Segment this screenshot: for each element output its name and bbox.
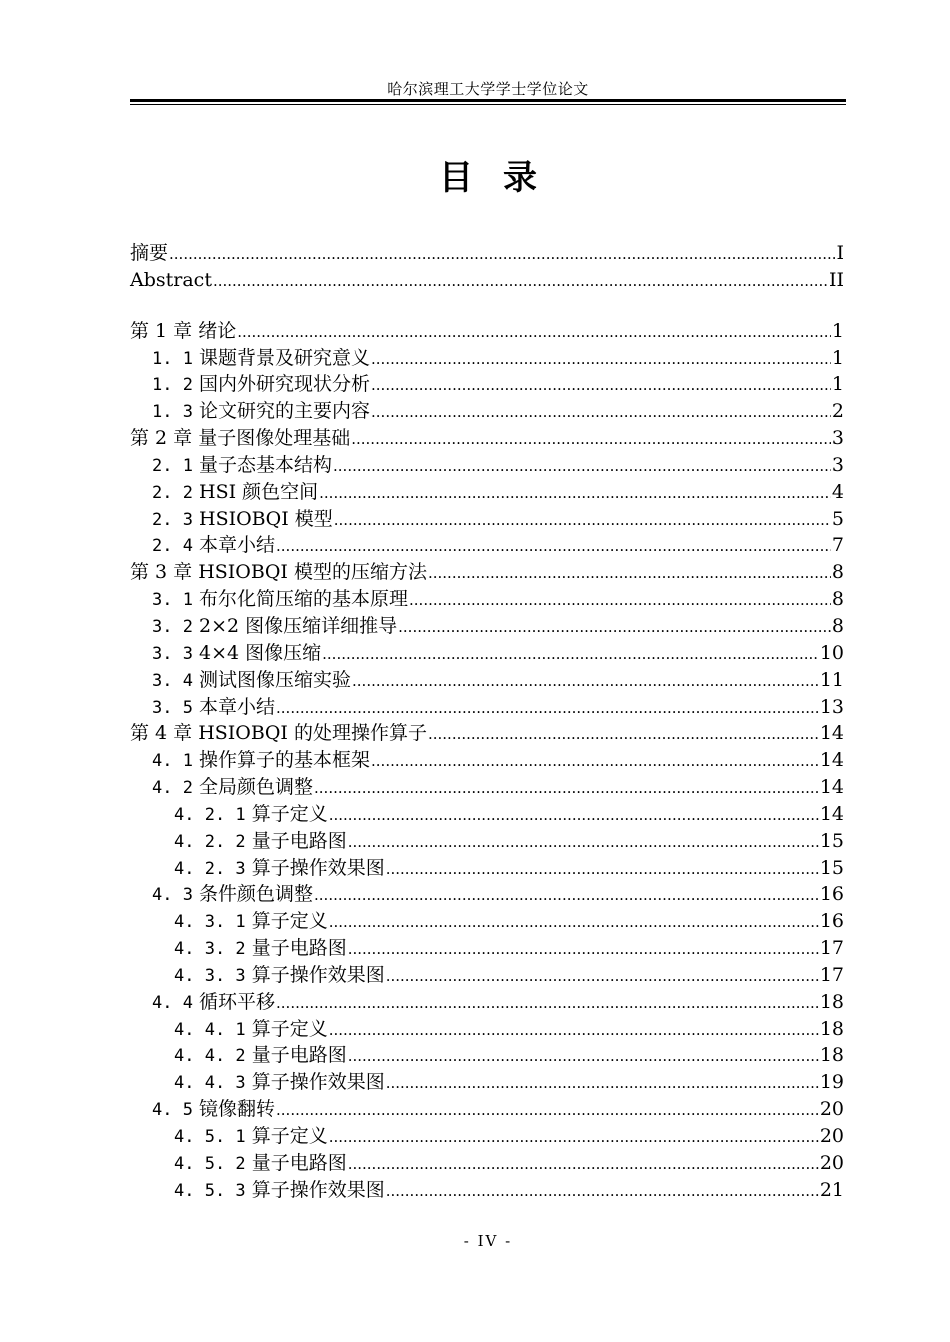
toc-entry-label	[174, 1123, 328, 1151]
toc-entry-page: II	[828, 268, 844, 291]
toc-entry-text: HSIOBQI 模型	[199, 507, 333, 530]
dot-leader	[428, 559, 831, 587]
toc-entry-label	[152, 881, 313, 909]
toc-entry-number: 4. 3. 2	[174, 939, 246, 960]
toc-entry-number: 4. 4. 1	[174, 1019, 246, 1040]
toc-entry[interactable]	[130, 452, 844, 479]
toc-entry-label	[152, 479, 318, 507]
toc-entry[interactable]	[130, 267, 844, 294]
toc-entry-text: 算子定义	[251, 910, 328, 933]
toc-entry-number: 1. 1	[152, 348, 193, 369]
toc-entry-page: 16	[819, 910, 844, 933]
toc-entry-label	[174, 1042, 347, 1070]
toc-entry-page: 18	[819, 990, 844, 1013]
dot-leader	[237, 318, 831, 346]
toc-entry-page: 8	[831, 561, 844, 584]
toc-entry-label	[152, 452, 332, 480]
toc-entry-label	[152, 345, 370, 373]
toc-entry[interactable]	[130, 640, 844, 667]
toc-entry-label	[174, 935, 347, 963]
toc-entry[interactable]	[130, 345, 844, 372]
toc-entry[interactable]	[130, 318, 844, 345]
toc-entry-number: 4. 2. 2	[174, 831, 246, 852]
toc-entry-label	[152, 586, 408, 614]
toc-entry-text: 量子电路图	[251, 937, 347, 960]
toc-entry-number: 2. 1	[152, 455, 193, 476]
toc-entry-text: 4×4 图像压缩	[199, 641, 322, 664]
toc-entry[interactable]	[130, 935, 844, 962]
running-header: 哈尔滨理工大学学士学位论文	[387, 80, 589, 98]
toc-entry-number: 2. 3	[152, 509, 193, 530]
toc-entry-page: 17	[819, 937, 844, 960]
toc-entry[interactable]	[130, 855, 844, 882]
toc-entry-number: 4. 2. 1	[174, 804, 246, 825]
toc-entry-label	[130, 318, 236, 345]
dot-leader	[213, 267, 828, 295]
dot-leader	[169, 240, 835, 268]
dot-leader	[314, 881, 819, 909]
toc-entry-label	[174, 962, 385, 990]
toc-entry-number: 1. 2	[152, 375, 193, 396]
toc-entry-text: 本章小结	[199, 695, 276, 718]
toc-entry-page: 3	[831, 453, 844, 476]
dot-leader	[352, 667, 819, 695]
toc-entry-number: 4. 5	[152, 1100, 193, 1121]
toc-entry-text: 算子定义	[251, 1125, 328, 1147]
dot-leader	[334, 506, 831, 534]
toc-entry-text: 算子定义	[251, 1017, 328, 1040]
toc-entry-number: 2. 4	[152, 536, 193, 557]
toc-entry-label	[152, 613, 397, 641]
toc-entry[interactable]	[130, 720, 844, 747]
toc-entry-text: 镜像翻转	[199, 1098, 276, 1121]
toc-entry[interactable]	[130, 801, 844, 828]
toc-entry-label	[130, 267, 212, 294]
toc-entry-page: 5	[831, 507, 844, 530]
toc-entry-text: HSIOBQI 的处理操作算子	[198, 722, 427, 745]
dot-leader	[276, 1096, 819, 1124]
dot-leader	[371, 398, 831, 426]
dot-leader	[398, 613, 831, 641]
toc-entry-text: 2×2 图像压缩详细推导	[199, 614, 398, 637]
dot-leader	[351, 425, 831, 453]
toc-entry-label	[174, 1016, 328, 1044]
toc-entry-label	[130, 425, 350, 452]
toc-entry-text: 论文研究的主要内容	[199, 400, 371, 423]
toc-entry-label	[152, 371, 370, 399]
dot-leader	[276, 989, 819, 1017]
toc-entry-number: 4. 2. 3	[174, 858, 246, 879]
toc-entry-page: 21	[819, 1178, 844, 1201]
toc-entry-number: 4. 2	[152, 778, 193, 799]
toc-entry-page: 13	[819, 695, 844, 718]
toc-entry-label	[130, 720, 427, 747]
toc-entry-page: 20	[819, 1151, 844, 1174]
toc-entry-text: 算子操作效果图	[251, 963, 385, 986]
toc-entry[interactable]	[130, 1150, 844, 1177]
dot-leader	[329, 801, 819, 829]
toc-entry[interactable]	[130, 989, 844, 1016]
dot-leader	[348, 1042, 819, 1070]
toc-entry-page: 1	[831, 373, 844, 396]
toc-entry[interactable]	[130, 586, 844, 613]
toc-entry-number: 1. 3	[152, 402, 193, 423]
toc-entry-label	[152, 640, 321, 668]
toc-entry-label	[174, 855, 385, 883]
dot-leader	[329, 1123, 819, 1151]
toc-entry-text: 量子电路图	[251, 829, 347, 852]
toc-entry[interactable]	[130, 425, 844, 452]
toc-entry-label	[152, 774, 313, 802]
dot-leader	[348, 1150, 819, 1178]
toc-entry-page: 14	[819, 802, 844, 825]
toc-entry-page: 10	[819, 641, 844, 664]
toc-entry-text: HSI 颜色空间	[199, 480, 319, 503]
toc-entry-number: 3. 5	[152, 697, 193, 718]
toc-entry-number: 4. 3	[152, 885, 193, 906]
toc-entry-label	[152, 1096, 275, 1124]
dot-leader	[319, 479, 831, 507]
header-rule-thin	[130, 104, 846, 105]
dot-leader	[276, 694, 819, 722]
toc-entry-text: 循环平移	[199, 990, 276, 1013]
toc-entry[interactable]	[130, 908, 844, 935]
toc-entry[interactable]	[130, 479, 844, 506]
toc-entry[interactable]	[130, 613, 844, 640]
toc-entry-number: 4. 1	[152, 751, 193, 772]
toc-entry-label	[152, 506, 333, 534]
toc-entry-text: 全局颜色调整	[199, 776, 314, 799]
table-of-contents	[130, 240, 844, 1204]
toc-entry[interactable]	[130, 398, 844, 425]
toc-entry-label	[152, 694, 275, 722]
toc-entry-label	[130, 240, 168, 267]
toc-entry-page: 20	[819, 1125, 844, 1147]
toc-entry-text: 算子操作效果图	[251, 856, 385, 879]
toc-entry-text: 量子图像处理基础	[198, 427, 351, 450]
dot-leader	[329, 1016, 819, 1044]
toc-entry-text: 绪论	[198, 319, 237, 342]
toc-entry[interactable]	[130, 559, 844, 586]
toc-entry-number: 4. 3. 3	[174, 965, 246, 986]
toc-entry-text: 量子态基本结构	[199, 453, 333, 476]
toc-entry-number: 4. 4. 3	[174, 1073, 246, 1094]
dot-leader	[348, 828, 819, 856]
toc-entry[interactable]	[130, 1123, 844, 1150]
toc-entry-number: 4. 3. 1	[174, 912, 246, 933]
toc-entry-page: 17	[819, 963, 844, 986]
toc-entry-page: 2	[831, 400, 844, 423]
toc-entry-label	[152, 532, 275, 560]
dot-leader	[386, 1069, 819, 1097]
toc-entry-page: I	[836, 242, 844, 264]
toc-entry[interactable]	[130, 774, 844, 801]
toc-entry-page: 14	[819, 749, 844, 772]
toc-entry[interactable]	[130, 1069, 844, 1096]
toc-entry-number: 4. 5. 2	[174, 1153, 246, 1174]
toc-entry[interactable]	[130, 506, 844, 533]
dot-leader	[386, 1177, 819, 1205]
dot-leader	[409, 586, 831, 614]
toc-entry[interactable]	[130, 667, 844, 694]
toc-entry-label	[152, 398, 370, 426]
toc-entry-text: 算子操作效果图	[251, 1071, 385, 1094]
toc-entry-page: 18	[819, 1044, 844, 1067]
toc-entry-page: 7	[831, 534, 844, 557]
toc-entry[interactable]	[130, 1177, 844, 1204]
toc-entry-label	[152, 747, 370, 775]
toc-entry-page: 1	[831, 319, 844, 342]
toc-entry-text: 测试图像压缩实验	[199, 668, 352, 691]
toc-entry-page: 20	[819, 1098, 844, 1121]
header-rule-thick	[130, 99, 846, 102]
toc-entry-number: 2. 2	[152, 482, 193, 503]
toc-entry-number: 4. 5. 3	[174, 1180, 246, 1201]
toc-entry-page: 18	[819, 1017, 844, 1040]
toc-entry-label	[174, 1177, 385, 1205]
toc-entry-page: 1	[831, 346, 844, 369]
toc-entry-text: 摘要	[130, 242, 169, 264]
toc-entry-number: 4. 4	[152, 992, 193, 1013]
dot-leader	[428, 720, 819, 748]
dot-leader	[314, 774, 819, 802]
toc-entry-page: 11	[819, 668, 844, 691]
toc-entry-number: 第 1 章	[130, 319, 193, 342]
toc-title: 目录	[439, 158, 567, 198]
toc-entry-number: 3. 3	[152, 643, 193, 664]
toc-entry-page: 14	[819, 722, 844, 745]
dot-leader	[348, 935, 819, 963]
toc-entry-text: 量子电路图	[251, 1151, 347, 1174]
dot-leader	[371, 371, 831, 399]
toc-entry-text: 量子电路图	[251, 1044, 347, 1067]
toc-entry-number: 4. 5. 1	[174, 1127, 246, 1147]
toc-entry-text: 国内外研究现状分析	[199, 373, 371, 396]
toc-entry[interactable]	[130, 828, 844, 855]
dot-leader	[329, 908, 819, 936]
toc-entry-number: 3. 1	[152, 590, 193, 611]
toc-entry-label	[174, 1150, 347, 1178]
toc-entry-label	[174, 801, 328, 829]
toc-entry-text: 算子定义	[251, 802, 328, 825]
page-number-footer: - IV -	[463, 1232, 513, 1250]
toc-entry[interactable]	[130, 240, 844, 267]
dot-leader	[322, 640, 819, 668]
dot-leader	[386, 855, 819, 883]
toc-entry-number: 3. 2	[152, 616, 193, 637]
toc-entry[interactable]	[130, 694, 844, 721]
toc-entry-label	[130, 559, 427, 586]
toc-entry-label	[174, 1069, 385, 1097]
toc-entry-text: 课题背景及研究意义	[199, 346, 371, 369]
toc-entry[interactable]	[130, 962, 844, 989]
dot-leader	[386, 962, 819, 990]
toc-entry-text: 条件颜色调整	[199, 883, 314, 906]
dot-leader	[276, 532, 831, 560]
toc-entry-text: 操作算子的基本框架	[199, 749, 371, 772]
toc-entry-label	[152, 667, 351, 695]
toc-entry-number: 第 4 章	[130, 722, 193, 745]
toc-entry-page: 3	[831, 427, 844, 450]
toc-entry-page: 16	[819, 883, 844, 906]
toc-entry-page: 4	[831, 480, 844, 503]
toc-entry-text: 布尔化简压缩的基本原理	[199, 588, 409, 611]
toc-entry-number: 第 3 章	[130, 561, 193, 584]
toc-entry-number: 3. 4	[152, 670, 193, 691]
toc-entry[interactable]	[130, 1096, 844, 1123]
toc-entry-label	[152, 989, 275, 1017]
toc-entry-page: 8	[831, 614, 844, 637]
dot-leader	[371, 747, 819, 775]
toc-entry[interactable]	[130, 1016, 844, 1043]
toc-entry-text: 本章小结	[199, 534, 276, 557]
toc-entry-page: 15	[819, 856, 844, 879]
toc-entry-label	[174, 908, 328, 936]
toc-entry[interactable]	[130, 747, 844, 774]
toc-entry-page: 19	[819, 1071, 844, 1094]
toc-entry[interactable]	[130, 371, 844, 398]
toc-entry-label	[174, 828, 347, 856]
toc-entry[interactable]	[130, 1042, 844, 1069]
toc-entry[interactable]	[130, 881, 844, 908]
toc-entry[interactable]	[130, 532, 844, 559]
toc-entry-page: 14	[819, 776, 844, 799]
dot-leader	[371, 345, 831, 373]
toc-entry-number: 4. 4. 2	[174, 1046, 246, 1067]
toc-entry-text: Abstract	[130, 268, 212, 291]
toc-entry-text: HSIOBQI 模型的压缩方法	[198, 561, 427, 584]
toc-entry-number: 第 2 章	[130, 427, 193, 450]
toc-entry-text: 算子操作效果图	[251, 1178, 385, 1201]
toc-entry-page: 15	[819, 829, 844, 852]
toc-entry-page: 8	[831, 588, 844, 611]
dot-leader	[333, 452, 831, 480]
